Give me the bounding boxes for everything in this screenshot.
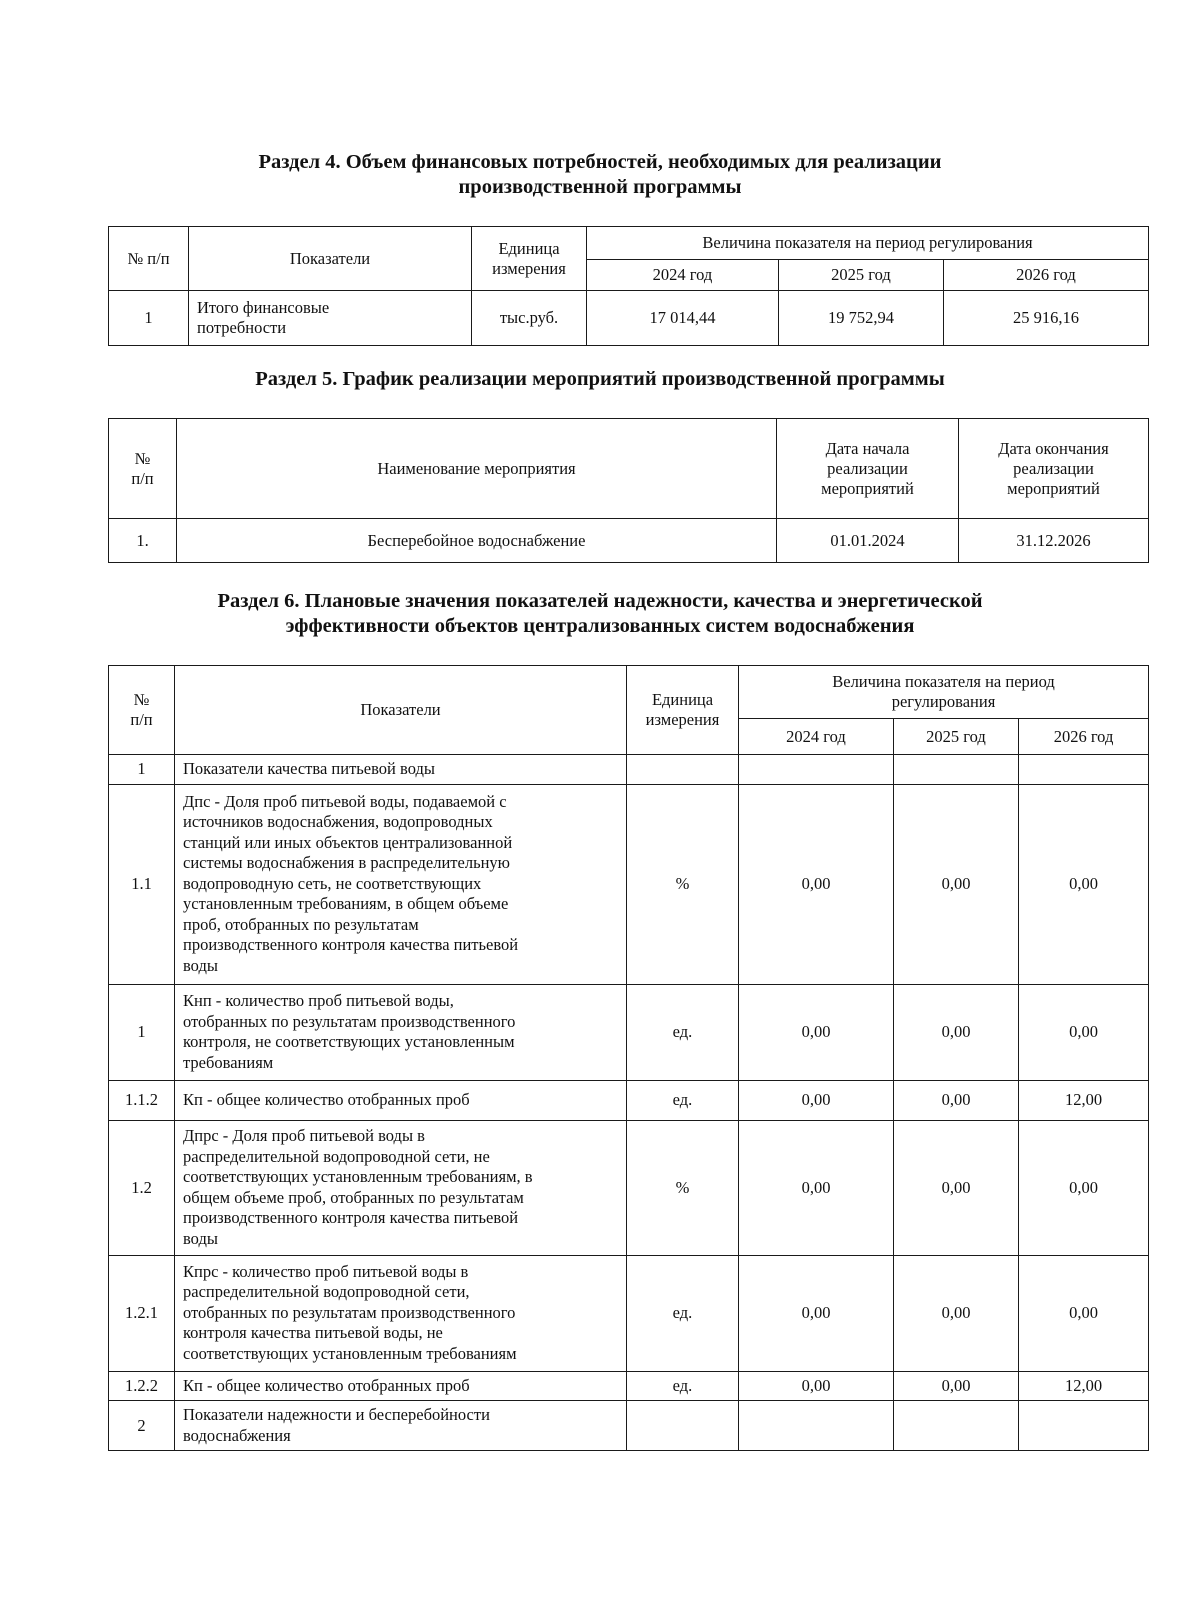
row-indicator-line: Показатели надежности и бесперебойности: [183, 1405, 490, 1424]
row-indicator-line: требованиям: [183, 1052, 274, 1072]
row-value-2024: [739, 755, 894, 785]
header-start-line1: Дата начала: [825, 438, 910, 458]
row-indicator-line: распределительной водопроводной сети, не: [183, 1146, 490, 1166]
row-num: 1.1: [109, 784, 175, 984]
row-indicator-line: Кпрс - количество проб питьевой воды в: [183, 1261, 469, 1281]
header-unit: [472, 227, 587, 291]
header-end-line2: реализации: [1013, 458, 1094, 478]
row-indicator-line: распределительной водопроводной сети,: [183, 1282, 470, 1302]
section4-title-line1: Раздел 4. Объем финансовых потребностей, необходимых для реализации: [258, 151, 942, 173]
row-unit: [627, 1401, 739, 1451]
header-year-2024: 2024 год: [587, 260, 779, 291]
row-indicator-line: производственного контроля качества питьевой: [183, 935, 519, 955]
row-indicator: [175, 784, 627, 984]
header-indicator: Показатели: [175, 666, 627, 755]
section6-title-line2: эффективности объектов централизованных систем водоснабжения: [285, 615, 915, 637]
row-value-2025: 0,00: [894, 984, 1019, 1080]
header-num-line1: №: [133, 690, 150, 709]
row-value-2024: 0,00: [739, 1255, 894, 1371]
header-unit-line1: Единица: [498, 238, 560, 258]
row-num: 1.: [109, 519, 177, 563]
row-value-2026: 0,00: [1019, 1255, 1149, 1371]
row-indicator-line: источников водоснабжения, водопроводных: [183, 812, 493, 832]
header-period-line2: регулирования: [891, 692, 996, 711]
section5-title: [0, 367, 1200, 392]
header-num-line2: п/п: [130, 710, 153, 729]
row-indicator-line: Кп - общее количество отобранных проб: [183, 1375, 470, 1395]
table-row: [109, 1255, 1149, 1371]
row-indicator-line: контроля качества питьевой воды, не: [183, 1323, 443, 1343]
header-period-line1: Величина показателя на период: [832, 672, 1055, 691]
row-num: 1.2.1: [109, 1255, 175, 1371]
header-year-2026: 2026 год: [1019, 719, 1149, 755]
row-unit: ед.: [627, 1080, 739, 1120]
table-row: [109, 1401, 1149, 1451]
row-indicator: [175, 1401, 627, 1451]
header-period: [739, 666, 1149, 719]
row-value-2024: [739, 1401, 894, 1451]
header-num-line1: №: [134, 448, 151, 468]
row-num: 1.2: [109, 1120, 175, 1255]
section5-table: [108, 418, 1149, 563]
header-num-line2: п/п: [131, 468, 154, 488]
row-indicator-line: соответствующих установленным требованиям, в: [183, 1167, 533, 1186]
row-indicator-line: станций или иных объектов централизованной: [183, 832, 513, 852]
row-value-2024: 0,00: [739, 1120, 894, 1255]
header-unit-line1: Единица: [651, 690, 714, 709]
row-unit: ед.: [627, 1255, 739, 1371]
section5-title-line1: Раздел 5. График реализации мероприятий производственной программы: [255, 368, 945, 390]
row-unit: %: [627, 784, 739, 984]
row-value-2025: [894, 755, 1019, 785]
row-indicator-line: системы водоснабжения в распределительную: [183, 853, 510, 873]
row-indicator-line: Дпрс - Доля проб питьевой воды в: [183, 1126, 425, 1145]
row-indicator-line: отобранных по результатам производственного: [183, 1011, 516, 1031]
row-indicator: [189, 291, 472, 346]
section6-title: [0, 589, 1200, 639]
row-indicator-line: Кп - общее количество отобранных проб: [183, 1089, 470, 1109]
row-value-2024: 0,00: [739, 1080, 894, 1120]
row-value-2025: 19 752,94: [779, 291, 944, 346]
row-unit: тыс.руб.: [472, 291, 587, 346]
row-unit: %: [627, 1120, 739, 1255]
row-indicator-line: Кнп - количество проб питьевой воды,: [183, 991, 454, 1010]
row-indicator-line: контроля, не соответствующих установленным: [183, 1032, 515, 1051]
row-num: 1: [109, 984, 175, 1080]
table-row: [109, 1080, 1149, 1120]
row-indicator-line: установленным требованиям, в общем объеме: [183, 894, 509, 914]
header-unit-line2: измерения: [492, 258, 566, 278]
row-indicator-line: Дпс - Доля проб питьевой воды, подаваемой с: [183, 791, 507, 811]
row-indicator-line: водоснабжения: [183, 1425, 291, 1445]
row-indicator-line: воды: [183, 1228, 218, 1248]
header-name: Наименование мероприятия: [177, 419, 777, 519]
section4-title-line2: производственной программы: [458, 176, 742, 198]
row-value-2025: [894, 1401, 1019, 1451]
row-value-2026: 12,00: [1019, 1080, 1149, 1120]
row-indicator-line: отобранных по результатам производственного: [183, 1302, 516, 1322]
header-end-line3: мероприятий: [1007, 478, 1100, 498]
row-value-2026: [1019, 755, 1149, 785]
row-indicator: [175, 984, 627, 1080]
header-start-line2: реализации: [827, 458, 908, 478]
row-num: 1: [109, 755, 175, 785]
section4-table: [108, 226, 1149, 346]
table-row: [109, 1120, 1149, 1255]
row-indicator-line: производственного контроля качества питьевой: [183, 1208, 519, 1227]
row-indicator-line: водопроводную сеть, не соответствующих: [183, 873, 482, 893]
header-year-2026: 2026 год: [944, 260, 1149, 291]
row-indicator-line2: потребности: [197, 318, 287, 337]
row-value-2025: 0,00: [894, 1371, 1019, 1401]
row-name: Бесперебойное водоснабжение: [177, 519, 777, 563]
row-num: 2: [109, 1401, 175, 1451]
row-value-2025: 0,00: [894, 1255, 1019, 1371]
row-indicator: [175, 1080, 627, 1120]
row-value-2025: 0,00: [894, 1120, 1019, 1255]
row-indicator: [175, 1255, 627, 1371]
table-row: [109, 784, 1149, 984]
header-year-2025: 2025 год: [894, 719, 1019, 755]
row-end-date: 31.12.2026: [959, 519, 1149, 563]
row-value-2026: 12,00: [1019, 1371, 1149, 1401]
row-value-2026: [1019, 1401, 1149, 1451]
header-year-2024: 2024 год: [739, 719, 894, 755]
row-indicator-line: соответствующих установленным требованиям: [183, 1343, 517, 1363]
row-num: 1.2.2: [109, 1371, 175, 1401]
row-indicator-line1: Итого финансовые: [197, 298, 330, 317]
table-row: [109, 519, 1149, 563]
table-row: [109, 291, 1149, 346]
row-value-2024: 0,00: [739, 1371, 894, 1401]
row-unit: ед.: [627, 1371, 739, 1401]
section6-title-line1: Раздел 6. Плановые значения показателей надежности, качества и энергетической: [217, 590, 983, 612]
header-period: Величина показателя на период регулирования: [587, 227, 1149, 260]
row-indicator-line: воды: [183, 955, 218, 975]
row-value-2024: 0,00: [739, 784, 894, 984]
row-value-2024: 17 014,44: [587, 291, 779, 346]
row-value-2026: 0,00: [1019, 784, 1149, 984]
header-num: № п/п: [109, 227, 189, 291]
header-end-line1: Дата окончания: [998, 438, 1109, 458]
header-start-line3: мероприятий: [821, 478, 914, 498]
row-num: 1.1.2: [109, 1080, 175, 1120]
header-indicator: Показатели: [189, 227, 472, 291]
row-indicator: [175, 1120, 627, 1255]
header-unit-line2: измерения: [645, 710, 720, 729]
header-year-2025: 2025 год: [779, 260, 944, 291]
row-indicator-line: общем объеме проб, отобранных по результатам: [183, 1187, 524, 1207]
row-unit: [627, 755, 739, 785]
header-unit: [627, 666, 739, 755]
row-start-date: 01.01.2024: [777, 519, 959, 563]
row-indicator-line: Показатели качества питьевой воды: [183, 759, 435, 778]
section6-table: [108, 665, 1149, 1451]
row-num: 1: [109, 291, 189, 346]
row-unit: ед.: [627, 984, 739, 1080]
table-row: [109, 1371, 1149, 1401]
table-row: [109, 984, 1149, 1080]
header-start-date: [777, 419, 959, 519]
row-value-2025: 0,00: [894, 784, 1019, 984]
header-num: [109, 419, 177, 519]
row-value-2026: 25 916,16: [944, 291, 1149, 346]
header-num: [109, 666, 175, 755]
row-indicator: [175, 1371, 627, 1401]
row-value-2025: 0,00: [894, 1080, 1019, 1120]
header-end-date: [959, 419, 1149, 519]
row-value-2026: 0,00: [1019, 984, 1149, 1080]
row-indicator-line: проб, отобранных по результатам: [183, 914, 419, 934]
section4-title: [0, 150, 1200, 200]
row-indicator: [175, 755, 627, 785]
table-row: [109, 755, 1149, 785]
row-value-2026: 0,00: [1019, 1120, 1149, 1255]
row-value-2024: 0,00: [739, 984, 894, 1080]
